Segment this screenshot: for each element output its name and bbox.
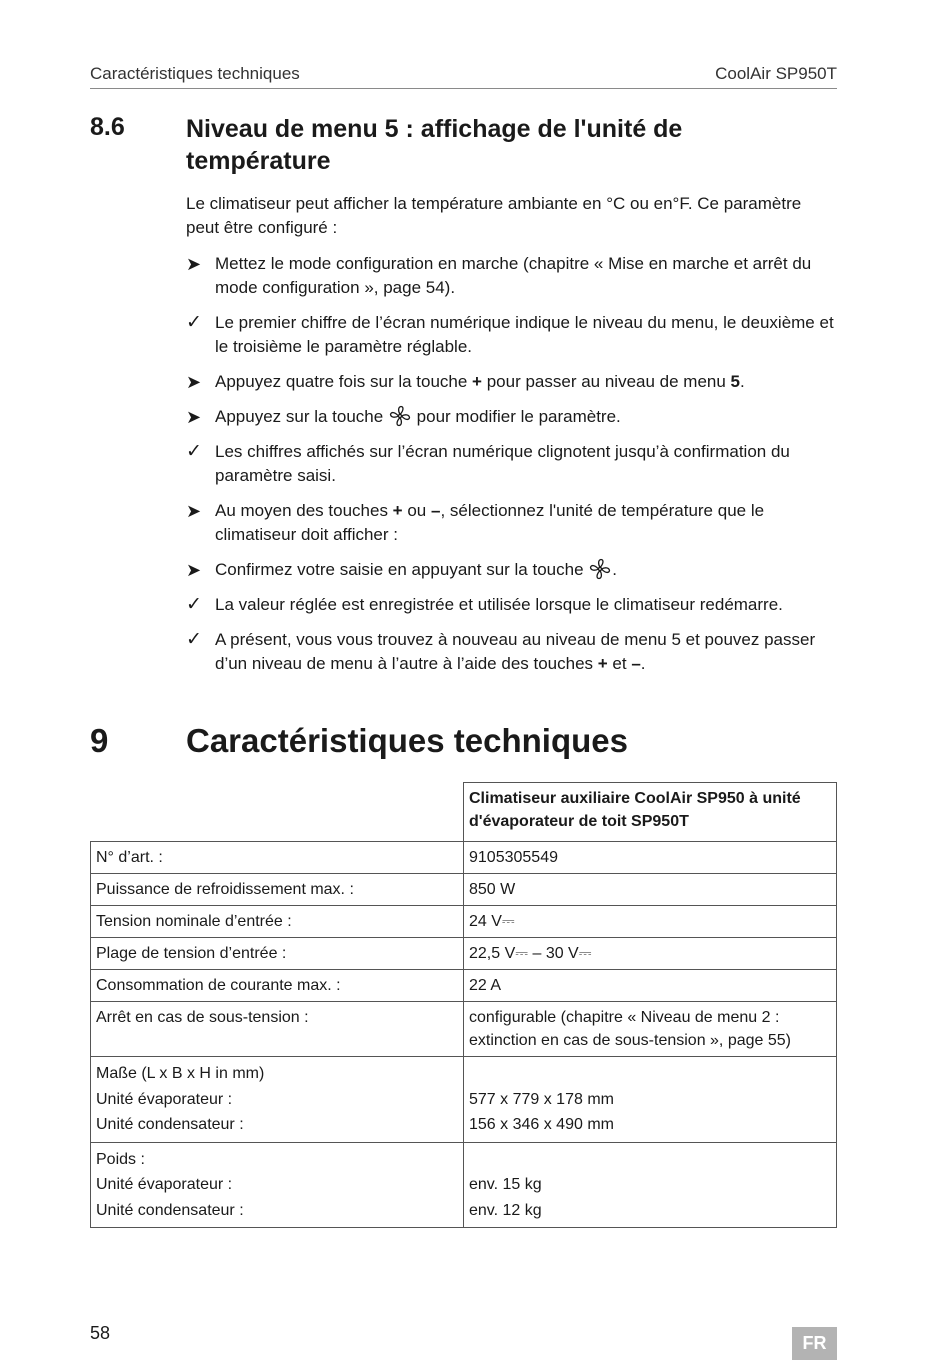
header-product-name: CoolAir SP950T [715, 64, 837, 83]
weight-condenser-label: Unité condensateur : [96, 1201, 244, 1219]
plus-key: + [597, 654, 608, 673]
step-2 [186, 311, 841, 359]
dimensions-condenser-label: Unité condensateur : [96, 1116, 244, 1133]
step-text: Mettez le mode configuration en marche (chapitre « Mise en marche et arrêt du mode configuration », page 54). [215, 254, 812, 297]
dimensions-values [464, 1057, 837, 1143]
running-header [90, 64, 837, 89]
step-3 [186, 370, 841, 394]
dimensions-heading: Maße (L x B x H in mm) [96, 1065, 265, 1082]
weight-labels [91, 1142, 464, 1228]
step-text: Les chiffres affichés sur l’écran numérique clignotent jusqu’à confirmation du paramètre saisi. [215, 442, 790, 485]
step-text: Le premier chiffre de l’écran numérique indique le niveau du menu, le deuxième et le troisième le paramètre réglable. [215, 313, 834, 356]
weight-heading: Poids : [96, 1150, 145, 1168]
row-value: 9105305549 [464, 842, 837, 874]
step-9 [186, 628, 841, 676]
language-badge: FR [792, 1327, 837, 1360]
row-label: Consommation de courante max. : [91, 970, 464, 1002]
arrow-marker-icon: ➤ [186, 501, 202, 521]
check-marker-icon: ✓ [186, 312, 202, 333]
section-number-8-6: 8.6 [90, 113, 125, 141]
arrow-marker-icon: ➤ [186, 372, 202, 392]
row-value: 24 V⎓ [464, 906, 837, 938]
weight-values [464, 1142, 837, 1228]
step-6 [186, 499, 841, 547]
table-row [91, 906, 837, 938]
section-title-8-6: Niveau de menu 5 : affichage de l'unité de température [186, 115, 683, 175]
row-label: Puissance de refroidissement max. : [91, 874, 464, 906]
table-header-row [91, 783, 837, 842]
arrow-marker-icon: ➤ [186, 560, 202, 580]
dimensions-evaporator-label: Unité évaporateur : [96, 1090, 233, 1108]
dimensions-evaporator-value: 577 x 779 x 178 mm [469, 1090, 614, 1108]
table-row-weight [91, 1142, 837, 1228]
table-row [91, 970, 837, 1002]
step-text: Appuyez quatre fois sur la touche + pour passer au niveau de menu 5. [215, 372, 745, 391]
table-row [91, 842, 837, 874]
table-row [91, 874, 837, 906]
weight-evaporator-value: env. 15 kg [469, 1176, 542, 1193]
step-text: La valeur réglée est enregistrée et utilisée lorsque le climatiseur redémarre. [215, 595, 783, 614]
step-text: Confirmez votre saisie en appuyant sur la touche . [215, 560, 617, 579]
fan-icon [388, 405, 412, 427]
step-text: Appuyez sur la touche pour modifier le paramètre. [215, 407, 621, 426]
row-value: 22 A [464, 970, 837, 1002]
instruction-steps [186, 252, 841, 687]
step-text: A présent, vous vous trouvez à nouveau au niveau de menu 5 et pouvez passer d’un niveau de menu à l’autre à l’aide des touches + et –. [215, 630, 816, 673]
check-marker-icon: ✓ [186, 441, 202, 462]
menu-level-number: 5 [730, 372, 741, 391]
row-label: Arrêt en cas de sous-tension : [91, 1002, 464, 1057]
table-row-dimensions [91, 1057, 837, 1143]
dimensions-condenser-value: 156 x 346 x 490 mm [469, 1116, 614, 1133]
plus-key: + [392, 501, 403, 520]
weight-condenser-value: env. 12 kg [469, 1201, 542, 1219]
arrow-marker-icon: ➤ [186, 254, 202, 274]
step-4 [186, 405, 841, 429]
dimensions-labels [91, 1057, 464, 1143]
fan-icon [588, 558, 612, 580]
step-8 [186, 593, 841, 617]
row-value: 22,5 V⎓ – 30 V⎓ [464, 938, 837, 970]
check-marker-icon: ✓ [186, 629, 202, 650]
table-row [91, 938, 837, 970]
step-5 [186, 440, 841, 488]
page-number: 58 [90, 1323, 111, 1343]
row-label: Plage de tension d’entrée : [91, 938, 464, 970]
row-label: Tension nominale d’entrée : [91, 906, 464, 938]
row-value: 850 W [464, 874, 837, 906]
chapter-title-9: Caractéristiques techniques [186, 722, 628, 759]
minus-key: – [631, 654, 641, 673]
minus-key: – [430, 501, 441, 520]
plus-key: + [472, 372, 482, 391]
row-label: N° d’art. : [91, 842, 464, 874]
step-1 [186, 252, 841, 300]
table-header-empty [91, 783, 464, 842]
arrow-marker-icon: ➤ [186, 407, 202, 427]
check-marker-icon: ✓ [186, 594, 202, 615]
row-value: configurable (chapitre « Niveau de menu 2 : extinction en cas de sous-tension », page 55) [464, 1002, 837, 1057]
weight-evaporator-label: Unité évaporateur : [96, 1176, 233, 1193]
header-section-title: Caractéristiques techniques [90, 64, 300, 83]
section-intro: Le climatiseur peut afficher la température ambiante en °C ou en°F. Ce paramètre peut être configuré : [186, 194, 802, 237]
step-text: Au moyen des touches + ou –, sélectionnez l'unité de température que le climatiseur doit afficher : [215, 501, 765, 544]
step-7 [186, 558, 841, 582]
table-row [91, 1002, 837, 1057]
specs-table [90, 782, 837, 1228]
table-header-product: Climatiseur auxiliaire CoolAir SP950 à unité d'évaporateur de toit SP950T [464, 783, 837, 842]
chapter-number-9: 9 [90, 722, 109, 759]
